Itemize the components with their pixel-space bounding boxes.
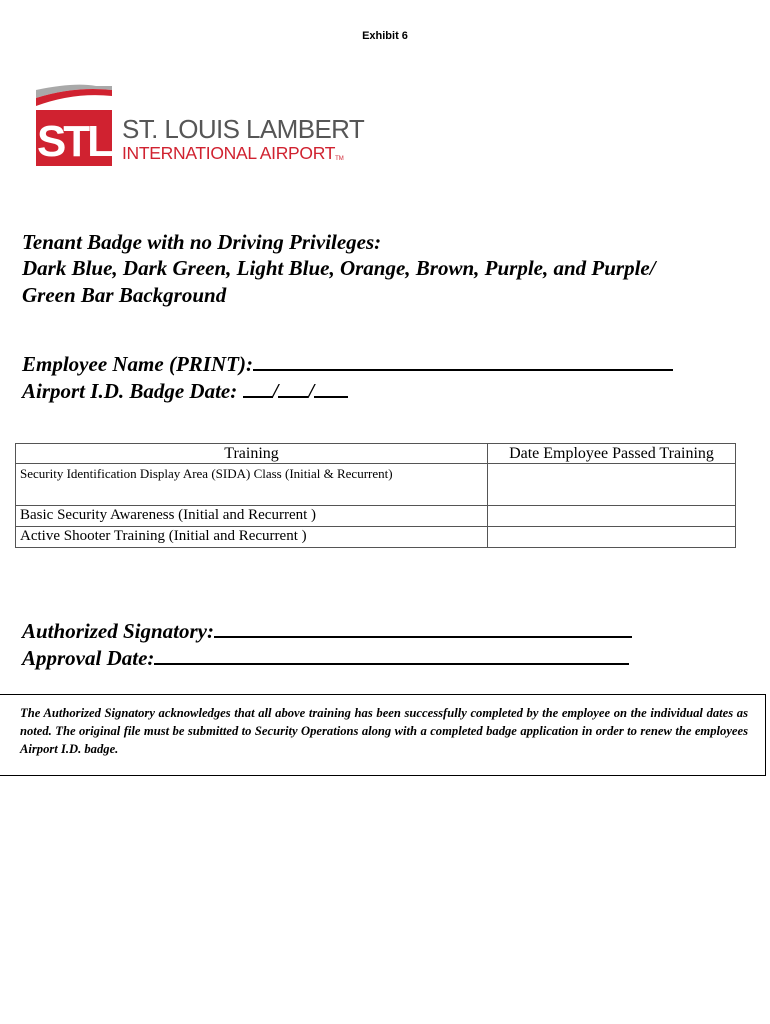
training-cell-sida: Security Identification Display Area (SIDA) Class (Initial & Recurrent): [16, 464, 488, 506]
authorized-signatory-label: Authorized Signatory:: [22, 619, 214, 643]
badge-date-label: Airport I.D. Badge Date:: [22, 379, 238, 403]
badge-date-separator-1: /: [272, 379, 279, 403]
training-cell-active-shooter: Active Shooter Training (Initial and Recurrent ): [16, 527, 488, 548]
logo-name-line1: ST. LOUIS LAMBERT: [122, 114, 365, 144]
logo-name-line2: [122, 145, 344, 163]
header-training: Training: [16, 444, 488, 464]
exhibit-label: Exhibit 6: [362, 30, 408, 42]
training-table: [15, 443, 736, 548]
header-date-passed: Date Employee Passed Training: [488, 444, 736, 464]
badge-date-field[interactable]: [22, 378, 348, 404]
badge-date-month-line[interactable]: [243, 378, 273, 398]
table-row: [16, 527, 736, 548]
heading-line1: Tenant Badge with no Driving Privileges:: [22, 230, 382, 254]
employee-name-label: Employee Name (PRINT):: [22, 352, 253, 376]
employee-name-field[interactable]: [22, 351, 673, 377]
logo-name-line2-text: INTERNATIONAL AIRPORT: [122, 143, 336, 163]
badge-date-separator-2: /: [308, 379, 315, 403]
logo-initials: STL: [36, 117, 112, 166]
employee-name-line[interactable]: [253, 351, 673, 371]
heading-line3: Green Bar Background: [22, 283, 227, 307]
logo-trademark: TM: [335, 156, 344, 162]
approval-date-label: Approval Date:: [22, 646, 155, 670]
date-cell-basic-security[interactable]: [488, 506, 736, 527]
approval-date-line[interactable]: [154, 645, 629, 665]
acknowledgement-notice: The Authorized Signatory acknowledges that all above training has been successfully completed by the employee on the individual dates as noted. The original file must be submitted to Security Operations along with a completed badge application in order to renew the employees Airport I.D. badge.: [20, 706, 748, 756]
authorized-signatory-line[interactable]: [214, 618, 632, 638]
date-cell-active-shooter[interactable]: [488, 527, 736, 548]
table-row: [16, 464, 736, 506]
training-cell-basic-security: Basic Security Awareness (Initial and Recurrent ): [16, 506, 488, 527]
approval-date-field[interactable]: [22, 645, 629, 671]
badge-date-day-line[interactable]: [278, 378, 308, 398]
date-cell-sida[interactable]: [488, 464, 736, 506]
heading-line2: Dark Blue, Dark Green, Light Blue, Orange, Brown, Purple, and Purple/: [22, 256, 656, 280]
badge-date-year-line[interactable]: [314, 378, 348, 398]
table-row: [16, 506, 736, 527]
authorized-signatory-field[interactable]: [22, 618, 632, 644]
table-header-row: [16, 444, 736, 464]
